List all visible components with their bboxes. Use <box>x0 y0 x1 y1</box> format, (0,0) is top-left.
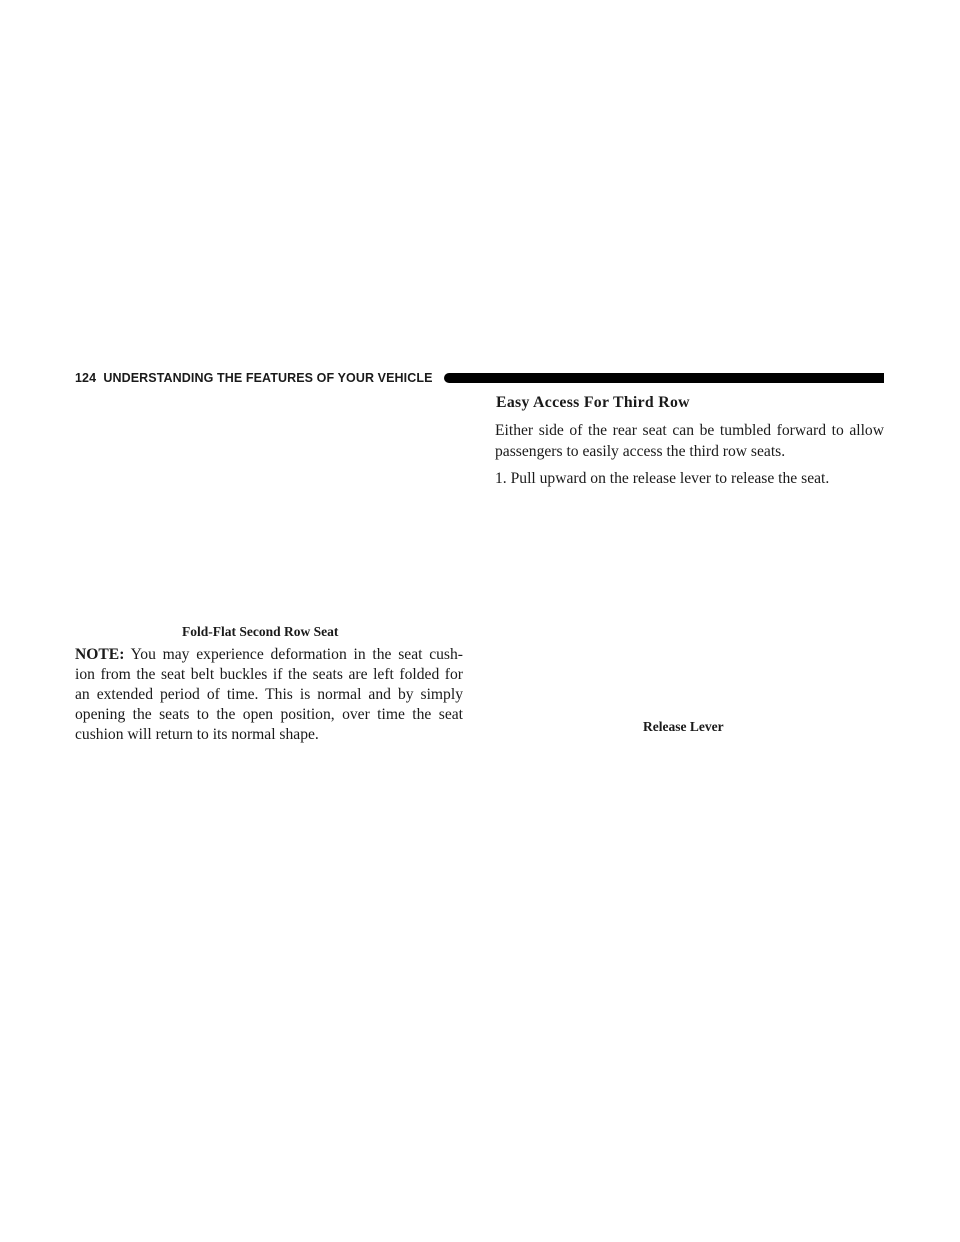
header-rule <box>444 373 884 383</box>
header-text <box>75 369 433 387</box>
figure-caption-release-lever: Release Lever <box>643 719 724 734</box>
page-number: 124 <box>75 371 97 385</box>
section-heading: Easy Access For Third Row <box>496 394 690 411</box>
note-line <box>75 645 463 665</box>
note-line: an extended period of time. This is normal and by simply <box>75 686 463 703</box>
step-1: 1. Pull upward on the release lever to release the seat. <box>495 470 830 487</box>
note-label: NOTE: <box>75 646 125 663</box>
note-line: ion from the seat belt buckles if the seats are left folded for <box>75 666 463 683</box>
figure-caption-fold-flat: Fold-Flat Second Row Seat <box>182 624 339 639</box>
release-lever-figure <box>492 500 884 712</box>
fold-flat-seat-figure <box>75 400 463 618</box>
note-paragraph <box>75 645 463 745</box>
intro-paragraph <box>495 420 884 462</box>
paragraph-line: passengers to easily access the third row seats. <box>495 443 786 460</box>
note-line: cushion will return to its normal shape. <box>75 726 319 743</box>
note-line: opening the seats to the open position, over time the seat <box>75 706 463 723</box>
section-title: UNDERSTANDING THE FEATURES OF YOUR VEHICLE <box>103 371 433 385</box>
running-header <box>75 369 884 387</box>
paragraph-line: Either side of the rear seat can be tumbled forward to allow <box>495 422 884 439</box>
note-line-1-text: You may experience deformation in the seat cush- <box>130 646 463 663</box>
